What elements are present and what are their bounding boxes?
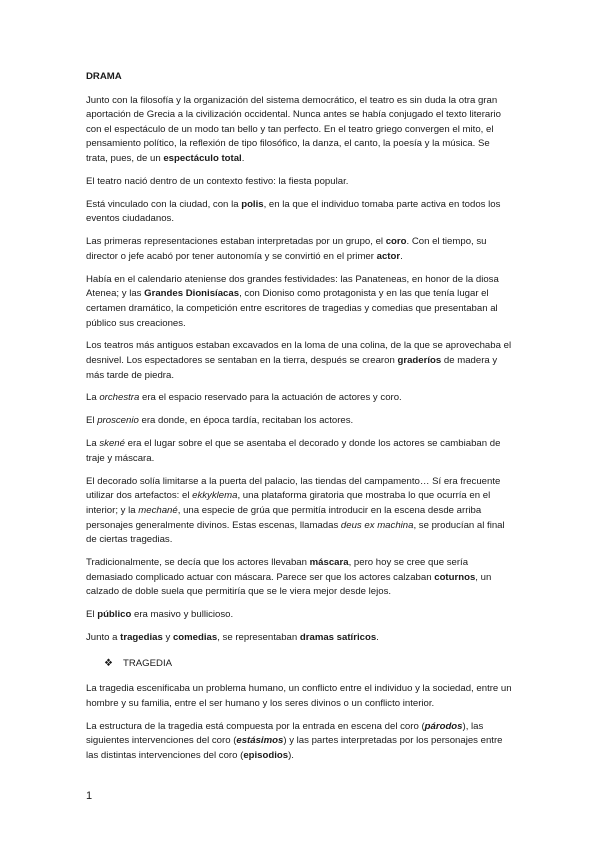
page-number: 1 (86, 790, 93, 802)
italic-term: proscenio (97, 415, 139, 427)
paragraph-generos: Junto a tragedias y comedias, se representaban dramas satíricos. (86, 631, 379, 643)
bold-term: coro (385, 236, 407, 248)
paragraph-polis: Está vinculado con la ciudad, con la polis, en la que el individuo tomaba parte activa en todos los eventos ciudadanos. (86, 198, 501, 225)
italic-term: orchestra (99, 392, 140, 404)
italic-term: mechané (138, 504, 178, 516)
section-heading: TRAGEDIA (122, 657, 173, 669)
paragraph-decorado: El decorado solía limitarse a la puerta del palacio, las tiendas del campamento… Sí era frecuente utilizar dos artefactos: el ekkyklema, una plataforma giratoria que mostraba lo que ocurría en el interior; y la mechané, una especie de grúa que permitía introducir en la escena desde arriba personajes generalmente divinos. Estas escenas, llamadas deus ex machina, se producían al final de ciertas tragedias. (86, 475, 505, 546)
bold-italic-term: párodos (424, 720, 463, 732)
bold-term: dramas satíricos (299, 631, 377, 643)
paragraph-proscenio: El proscenio era donde, en época tardía, recitaban los actores. (86, 415, 354, 427)
bold-italic-term: estásimos (236, 735, 284, 747)
bold-term: comedias (172, 631, 218, 643)
bold-term: público (97, 609, 132, 621)
paragraph-coro: Las primeras representaciones estaban interpretadas por un grupo, el coro. Con el tiempo, su director o jefe acabó por tener autonomía y se convirtió en el primer actor. (86, 236, 487, 262)
paragraph-tragedia: La tragedia escenificaba un problema humano, un conflicto entre el individuo y la sociedad, entre un hombre y su familia, entre el ser humano y los seres divinos o un conflicto interior. (86, 683, 512, 709)
document-title: DRAMA (86, 71, 122, 82)
paragraph-publico: El público era masivo y bullicioso. (86, 609, 234, 621)
bold-term: graderíos (397, 354, 442, 366)
paragraph-teatros: Los teatros más antiguos estaban excavados en la loma de una colina, de la que se aprovechaba el desnivel. Los espectadores se sentaban en la tierra, después se crearon graderíos de madera y más tarde de piedra. (86, 340, 512, 381)
bold-term: Grandes Dionisíacas (144, 288, 240, 300)
paragraph-skene: La skené era el lugar sobre el que se asentaba el decorado y donde los actores se cambiaban de traje y máscara. (86, 438, 501, 464)
diamond-bullet-icon: ❖ (104, 657, 113, 669)
italic-term: ekkyklema (192, 490, 238, 502)
bold-term: coturnos (434, 571, 476, 583)
italic-term: deus ex machina (340, 519, 414, 531)
paragraph-origin: El teatro nació dentro de un contexto festivo: la fiesta popular. (86, 175, 349, 187)
paragraph-mascara: Tradicionalmente, se decía que los actores llevaban máscara, pero hoy se cree que sería demasiado complicado actuar con máscara. Parece ser que los actores calzaban coturnos, un calzado de doble suela que permitiría que se le viera mejor desde lejos. (86, 557, 492, 598)
bold-term: actor (376, 250, 401, 262)
paragraph-estructura: La estructura de la tragedia está compuesta por la entrada en escena del coro (párodos), las siguientes intervenciones del coro (estásimos) y las partes interpretadas por los personajes entre las distintas intervenciones del coro (episodios). (86, 720, 503, 761)
bold-term: polis (241, 198, 264, 210)
bold-term: máscara (309, 557, 349, 568)
bold-term: episodios (243, 749, 289, 761)
bold-term: tragedias (120, 631, 163, 643)
bold-term: espectáculo total (163, 152, 242, 164)
paragraph-festividades: Había en el calendario ateniense dos grandes festividades: las Panateneas, en honor de la diosa Atenea; y las Grandes Dionisíacas, con Dioniso como protagonista y en las que tenía lugar el certamen dramático, la competición entre escritores de tragedias y comedias que presentaban al público sus creaciones. (86, 273, 499, 329)
italic-term: skené (99, 438, 125, 450)
section-bullet-tragedia (104, 657, 514, 672)
paragraph-orchestra: La orchestra era el espacio reservado para la actuación de actores y coro. (86, 392, 402, 404)
paragraph-intro: Junto con la filosofía y la organización del sistema democrático, el teatro es sin duda la otra gran aportación de Grecia a la civilización occidental. Nunca antes se había conjugado el texto literario con el espectáculo de un modo tan bello y tan perfecto. En el teatro griego convergen el mito, el pensamiento político, la reflexión de tipo filosófico, la danza, el canto, la poesía y la música. Se trata, pues, de un espectáculo total. (86, 94, 501, 164)
